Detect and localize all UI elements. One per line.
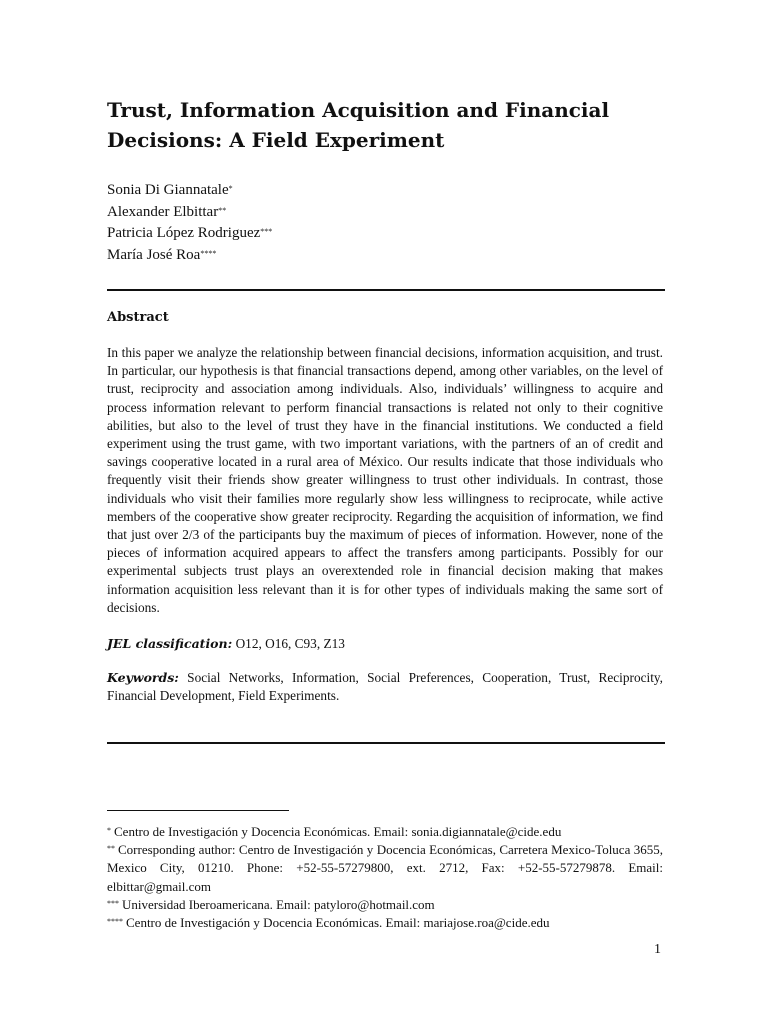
- footnote: [107, 896, 663, 914]
- keywords: [107, 669, 663, 705]
- author-name: Sonia Di Giannatale: [107, 182, 229, 198]
- jel-classification: [107, 635, 663, 653]
- jel-codes: O12, O16, C93, Z13: [235, 636, 345, 651]
- author-footnote-mark: *: [228, 184, 233, 193]
- footnote: [107, 823, 663, 841]
- author-name: Alexander Elbittar: [107, 203, 219, 220]
- page-number: 1: [654, 942, 661, 957]
- footnote-text: Universidad Iberoamericana. Email: patyloro@hotmail.com: [122, 896, 435, 912]
- keywords-list: Social Networks, Information, Social Preferences, Cooperation, Trust, Reciprocity, Financial Development, Field Experiments.: [107, 670, 663, 704]
- author-footnote-mark: ***: [260, 227, 273, 236]
- footnote-text: Corresponding author: Centro de Investigación y Docencia Económicas, Carretera Mexico-Toluca 3655, Mexico City, 01210. Phone: +52-55-57279800, ext. 2712, Fax: +52-55-57279878. Email: elbittar@gmail.com: [107, 842, 663, 894]
- abstract-heading: Abstract: [107, 310, 169, 325]
- author-list: [107, 180, 272, 266]
- footnote-divider: [107, 810, 289, 811]
- footnote-text: Centro de Investigación y Docencia Económicas. Email: sonia.digiannatale@cide.edu: [114, 824, 562, 839]
- abstract-top-divider: [107, 289, 665, 291]
- footnote-mark: *: [107, 826, 111, 835]
- author-footnote-mark: **: [218, 205, 227, 215]
- author-name: Patricia López Rodriguez: [107, 225, 261, 241]
- footnote-text: Centro de Investigación y Docencia Económicas. Email: mariajose.roa@cide.edu: [126, 915, 550, 931]
- author-name: María José Roa: [107, 246, 201, 263]
- abstract-body: In this paper we analyze the relationship between financial decisions, information acquisition, and trust. In particular, our hypothesis is that financial transactions depend, among other variables, on the level of trust, reciprocity and association among individuals. Also, individuals’ willingness to acquire and process information relevant to perform financial transactions is related not only to their cognitive abilities, but also to the level of trust they have in the financial institutions. We conducted a field experiment using the trust game, with two important variations, with the partners of an of credit and savings cooperative located in a rural area of México. Our results indicate that those individuals who frequently visit their friends show greater willingness to trust other individuals. In contrast, those individuals who visit their families more regularly show less willingness to reciprocate, while active members of the cooperative show greater reciprocity. Regarding the acquisition of information, we find that just over 2/3 of the participants buy the maximum of pieces of information. However, none of the pieces of information acquired appears to affect the transfers among participants. Possibly for our experimental subjects trust plays an overextended role in financial decision making that makes information acquisition less relevant than it is for other types of individuals making the same sort of decisions.: [107, 345, 663, 615]
- author-footnote-mark: ****: [200, 248, 217, 258]
- jel-label: JEL classification:: [107, 636, 233, 651]
- author: [107, 223, 272, 245]
- footnote-mark: ****: [107, 917, 123, 927]
- author: [107, 180, 272, 202]
- footnotes: [107, 823, 663, 932]
- footnote-mark: **: [107, 844, 115, 854]
- footnote: [107, 914, 663, 932]
- keywords-label: Keywords:: [107, 670, 179, 685]
- author: [107, 202, 272, 224]
- paper-title: Trust, Information Acquisition and Financial Decisions: A Field Experiment: [107, 98, 610, 152]
- footnote: [107, 841, 663, 896]
- footnote-mark: ***: [107, 898, 119, 908]
- abstract-bottom-divider: [107, 742, 665, 744]
- author: [107, 245, 272, 267]
